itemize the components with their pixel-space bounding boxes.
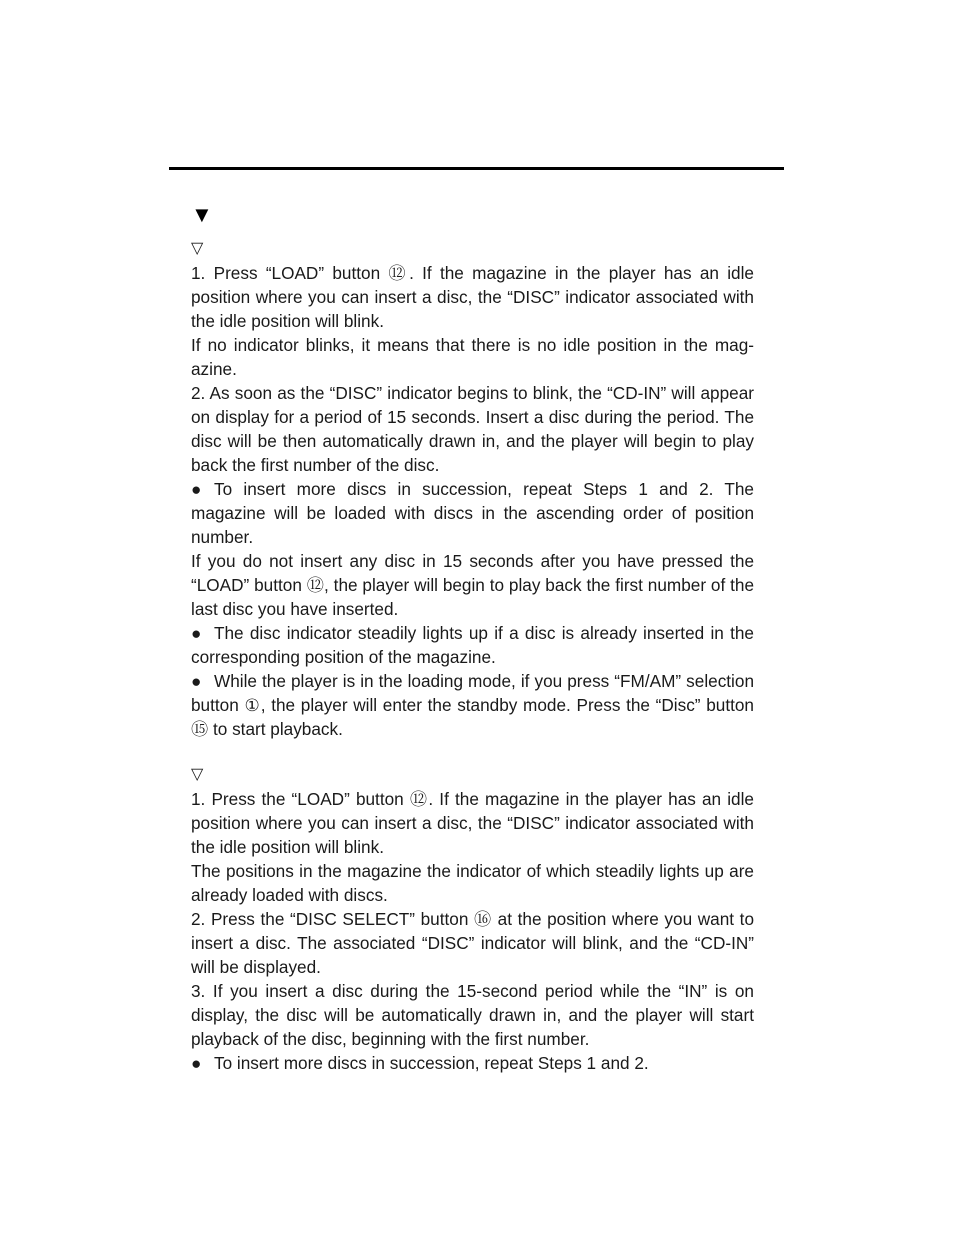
heading-triangle-icon: ▼ (191, 202, 213, 227)
paragraph-text: The disc indicator steadily lights up if a disc is already inserted in the corresponding position of the magazine. (191, 623, 754, 667)
bullet-icon: ● (191, 479, 202, 499)
section-2-paragraph (191, 907, 754, 979)
section-1-paragraph (191, 333, 754, 381)
paragraph-text: 2. As soon as the “DISC” indicator begins to blink, the “CD-IN” will appear on display for a period of 15 seconds. Insert a disc during the period. The disc will be then automatically drawn in, and the player will begin to play back the first number of the disc. (191, 383, 754, 475)
section-2-paragraph (191, 859, 754, 907)
section-1-bullet-paragraph (191, 477, 754, 549)
paragraph-text: To insert more discs in succession, repeat Steps 1 and 2. (214, 1053, 649, 1073)
section-1-bullet-paragraph (191, 669, 754, 741)
paragraph-text: 1. Press the “LOAD” button ⑫. If the magazine in the player has an idle position where you can insert a disc, the “DISC” indicator associated with the idle position will blink. (191, 789, 754, 857)
document-body (191, 237, 754, 1075)
paragraph-text: While the player is in the loading mode, if you press “FM/AM” selection button ①, the player will enter the standby mode. Press the “Disc” button ⑮ to start playback. (191, 671, 754, 739)
paragraph-text: The positions in the magazine the indicator of which steadily lights up are already loaded with discs. (191, 861, 754, 905)
paragraph-text: If no indicator blinks, it means that there is no idle position in the magazine. (191, 335, 754, 379)
paragraph-text: To insert more discs in succession, repeat Steps 1 and 2. The magazine will be loaded with discs in the ascending order of position number. (191, 479, 754, 547)
paragraph-text: 1. Press “LOAD” button ⑫. If the magazine in the player has an idle position where you can insert a disc, the “DISC” indicator associated with the idle position will blink. (191, 263, 754, 331)
section-1-paragraph (191, 261, 754, 333)
section-1-bullet-paragraph (191, 621, 754, 669)
bullet-icon: ● (191, 1053, 202, 1073)
section-2-paragraph (191, 979, 754, 1051)
section-2-triangle-icon: ▽ (191, 766, 204, 783)
paragraph-text: If you do not insert any disc in 15 seconds after you have pressed the “LOAD” button ⑫, the player will begin to play back the first number of the last disc you have inserted. (191, 551, 754, 619)
section-gap (191, 741, 754, 763)
bullet-icon: ● (191, 671, 202, 691)
section-1-paragraph (191, 549, 754, 621)
section-2-paragraph (191, 787, 754, 859)
section-2-bullet-paragraph (191, 1051, 754, 1075)
paragraph-text: 3. If you insert a disc during the 15-second period while the “IN” is on display, the disc will be automatically drawn in, and the player will start playback of the disc, beginning with the first number. (191, 981, 754, 1049)
section-1-triangle-icon: ▽ (191, 240, 204, 257)
top-divider-rule (169, 167, 784, 170)
paragraph-text: 2. Press the “DISC SELECT” button ⑯ at the position where you want to insert a disc. The associated “DISC” indicator will blink, and the “CD-IN” will be displayed. (191, 909, 754, 977)
section-1-paragraph (191, 381, 754, 477)
bullet-icon: ● (191, 623, 202, 643)
